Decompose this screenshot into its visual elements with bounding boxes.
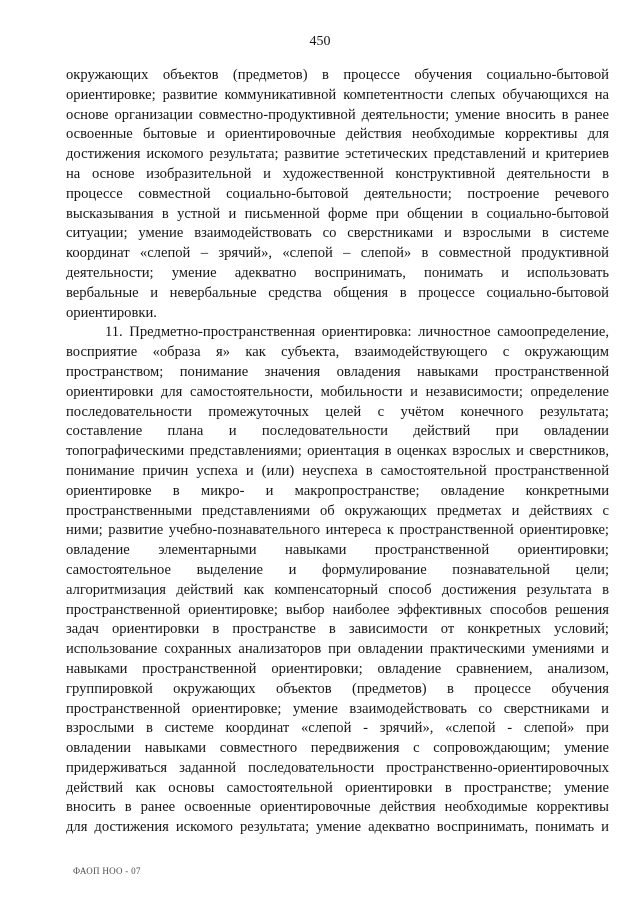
text-line: ориентировке; развитие коммуникативной компетентности слепых обучающихся на: [66, 86, 609, 103]
text-line: пространственными представлениями об окружающих предметах и действиях с: [66, 502, 609, 519]
text-line: ситуации; умение взаимодействовать со сверстниками и взрослыми в системе: [66, 225, 609, 242]
text-line: на основе изобразительной и художественной конструктивной деятельности в: [66, 165, 609, 182]
text-line: ориентировке в микро- и макропространстве; овладение конкретными: [66, 482, 609, 499]
text-line: для достижения искомого результата; умение адекватно воспринимать, понимать и: [66, 819, 609, 836]
text-line: овладении навыками совместного передвижения с сопровождающим; умение: [66, 740, 609, 757]
text-line: освоенные бытовые и ориентировочные действия необходимые коррективы для: [66, 126, 609, 143]
text-line: деятельности; умение адекватно воспринимать, понимать и использовать: [66, 264, 609, 281]
text-line: ориентировки.: [66, 304, 157, 321]
text-line: высказывания в устной и письменной форме при общении в социально-бытовой: [66, 205, 609, 222]
paragraph-11-first-line: 11. Предметно-пространственная ориентировка: личностное самоопределение,: [105, 324, 609, 341]
document-body: [66, 66, 609, 838]
text-line: группировкой окружающих объектов (предметов) в процессе обучения: [66, 680, 609, 697]
text-line: окружающих объектов (предметов) в процессе обучения социально-бытовой: [66, 67, 609, 83]
text-line: ориентировки для самостоятельности, мобильности и независимости; определение: [66, 383, 609, 400]
text-line: координат «слепой – зрячий», «слепой – слепой» в совместной продуктивной: [66, 245, 609, 262]
text-line: самостоятельное выделение и формулирование познавательной цели;: [66, 561, 609, 578]
text-line: пространственной ориентировке; умение взаимодействовать со сверстниками и: [66, 700, 609, 717]
text-line: составление плана и последовательности действий при овладении: [66, 423, 609, 440]
text-line: ними; развитие учебно-познавательного интереса к пространственной ориентировке;: [66, 522, 609, 539]
text-line: взрослыми в системе координат «слепой - зрячий», «слепой - слепой» при: [66, 720, 609, 737]
text-line: действий как основы самостоятельной ориентировки в пространстве; умение: [66, 779, 609, 796]
text-line: придерживаться заданной последовательности пространственно-ориентировочных: [66, 759, 609, 776]
text-line: вербальные и невербальные средства общения в процессе социально-бытовой: [66, 284, 609, 301]
text-line: восприятие «образа я» как субъекта, взаимодействующего с окружающим: [66, 344, 609, 361]
text-line: вносить в ранее освоенные ориентировочные действия необходимые коррективы: [66, 799, 609, 816]
text-line: последовательности промежуточных целей с учётом конечного результата;: [66, 403, 609, 420]
text-line: овладение элементарными навыками пространственной ориентировки;: [66, 542, 609, 559]
text-line: достижения искомого результата; развитие эстетических представлений и критериев: [66, 146, 609, 163]
page-number: 450: [309, 34, 331, 49]
text-line: процессе совместной социально-бытовой деятельности; построение речевого: [66, 185, 609, 202]
text-line: алгоритмизация действий как компенсаторный способ достижения результата в: [66, 581, 609, 598]
document-footer-code: ФАОП НОО - 07: [73, 866, 141, 876]
text-line: задач ориентировки в пространстве в зависимости от конкретных условий;: [66, 621, 609, 638]
text-line: пространственной ориентировке; выбор наиболее эффективных способов решения: [66, 601, 609, 618]
text-line: топографическими представлениями; ориентация в оценках взрослых и сверстников,: [66, 443, 609, 460]
text-line: понимание причин успеха и (или) неуспеха в самостоятельной пространственной: [66, 462, 609, 479]
text-line: основе организации совместно-продуктивной деятельности; умение вносить в ранее: [66, 106, 609, 123]
text-line: пространством; понимание значения овладения навыками пространственной: [66, 363, 609, 380]
text-line: навыками пространственной ориентировки; овладение сравнением, анализом,: [66, 660, 609, 677]
text-line: использование сохранных анализаторов при овладении практическими умениями и: [66, 641, 609, 658]
